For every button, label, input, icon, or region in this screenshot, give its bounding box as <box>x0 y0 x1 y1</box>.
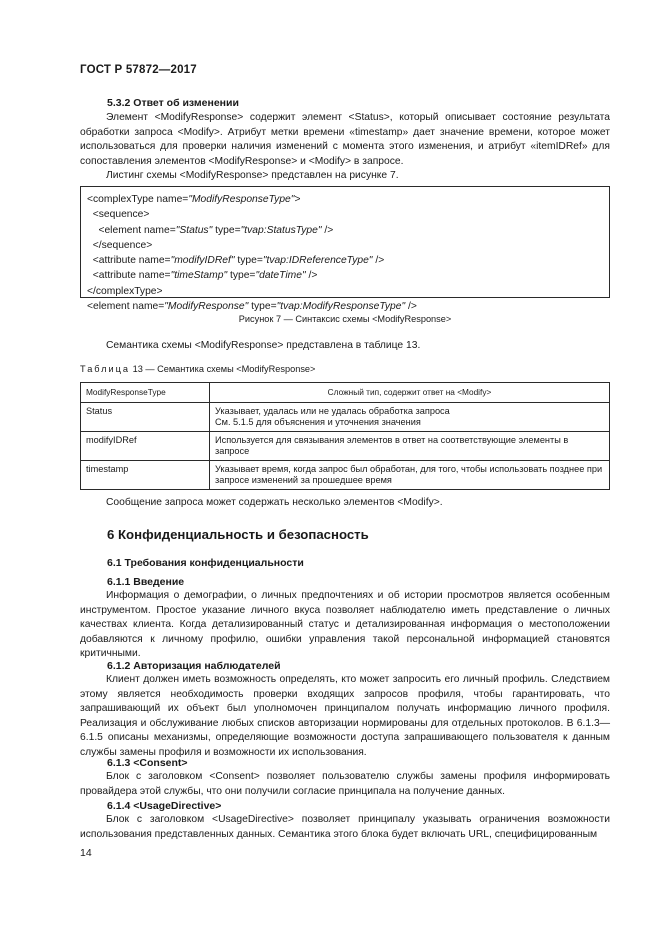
table-cell-name: timestamp <box>81 461 210 490</box>
description-line: Указывает, удалась или не удалась обработка запроса <box>215 406 450 416</box>
table-header-cell: ModifyResponseType <box>81 383 210 403</box>
section-6-1-2-paragraph: Клиент должен иметь возможность определять, кто может запросить его личный профиль. Следствием этому является необходимость проверки входящих запросов профиля, чтобы гарантировать, что запрашивающий их объект был уполномочен принципалом получать информацию личного профиля. Реализация и обслуживание любых списков авторизации нормированы для отдельных протоколов. В 6.1.3—6.1.5 описаны механизмы, определяющие возможности доступа запрашивающего пользователя к данным службы замены профиля и возможности их использования. <box>80 674 610 758</box>
section-6-1-1-body <box>80 589 610 662</box>
page-number: 14 <box>80 847 92 859</box>
code-line-5: <attribute name="modifyIDRef" type="tvap:IDReferenceType" /> <box>87 255 385 267</box>
after-table-paragraph: Сообщение запроса может содержать несколько элементов <Modify>. <box>106 497 443 508</box>
table-cell-name: modifyIDRef <box>81 432 210 461</box>
table-cell-description: Указывает время, когда запрос был обработан, для того, чтобы использовать позднее при запросе изменений за прошедшее время <box>210 461 610 490</box>
table-row <box>81 461 610 490</box>
section-6-1-1-title: 6.1.1 Введение <box>107 576 185 588</box>
table-cell-description: Используется для связывания элементов в ответ на соответствующие элементы в запросе <box>210 432 610 461</box>
section-5-3-2-paragraph: Элемент <ModifyResponse> содержит элемент <Status>, который описывает состояние результата обработки запроса <Modify>. Атрибут метки времени «timestamp» дает значение времени, которое может использоваться для проверки наличия изменений с момента этого изменения, и атрибут «itemIDRef» для сопоставления элементов <ModifyResponse> и <Modify> в запросе. <box>80 112 610 167</box>
semantics-reference-paragraph: Семантика схемы <ModifyResponse> представлена в таблице 13. <box>106 340 421 351</box>
code-line-3: <element name="Status" type="tvap:StatusType" /> <box>87 224 334 236</box>
section-6-1-4-body <box>80 813 610 842</box>
section-6-1-1-paragraph: Информация о демографии, о личных предпочтениях и об истории просмотров является особенным инструментом. Простое указание личного вкуса позволяет наблюдателю иметь представление о личных качествах клиента. Когда детализированный статус и детализированная информация о местоположении добавляются к личному профилю, ошибки управления такой персональной информацией становятся критичными. <box>80 590 610 660</box>
section-6-1-3-title: 6.1.3 <Consent> <box>107 757 188 769</box>
semantics-table <box>80 382 610 490</box>
code-line-6: <attribute name="timeStamp" type="dateTime" /> <box>87 270 318 282</box>
description-line: См. 5.1.5 для объяснения и уточнения значения <box>215 417 421 427</box>
section-6-title: 6 Конфиденциальность и безопасность <box>107 527 369 542</box>
table-13-caption <box>80 364 315 374</box>
section-6-1-2-title: 6.1.2 Авторизация наблюдателей <box>107 660 281 672</box>
code-line-4: </sequence> <box>87 239 153 251</box>
table-row <box>81 403 610 432</box>
schema-listing-box <box>80 186 610 313</box>
section-6-1-3-paragraph: Блок с заголовком <Consent> позволяет пользователю службы замены профиля информировать провайдера этой службы, что они получили согласие принципала на получение данных. <box>80 771 610 797</box>
code-line-8: <element name="ModifyResponse" type="tvap:ModifyResponseType" /> <box>87 301 417 313</box>
table-caption-text: 13 — Семантика схемы <ModifyResponse> <box>130 364 316 374</box>
document-header: ГОСТ Р 57872—2017 <box>80 64 197 76</box>
after-table-wrapper <box>80 496 610 511</box>
listing-reference-paragraph: Листинг схемы <ModifyResponse> представлен на рисунке 7. <box>106 170 399 182</box>
section-6-1-4-paragraph: Блок с заголовком <UsageDirective> позволяет принципалу указывать ограничения возможности использования представленных данных. Семантика этого блока будет включать URL, специфицированным <box>80 814 610 840</box>
table-header-cell: Сложный тип, содержит ответ на <Modify> <box>210 383 610 403</box>
code-line-7: </complexType> <box>87 285 163 297</box>
table-cell-description <box>210 403 610 432</box>
code-line-2: <sequence> <box>87 209 150 221</box>
table-row <box>81 432 610 461</box>
table-cell-name: Status <box>81 403 210 432</box>
section-6-1-2-body <box>80 673 610 761</box>
code-line-1: <complexType name="ModifyResponseType"> <box>87 194 301 205</box>
semantics-reference-wrapper <box>80 339 610 354</box>
table-header-row <box>81 383 610 403</box>
figure-7-caption: Рисунок 7 — Синтаксис схемы <ModifyResponse> <box>238 314 452 324</box>
section-6-1-title: 6.1 Требования конфиденциальности <box>107 557 304 569</box>
section-6-1-4-title: 6.1.4 <UsageDirective> <box>107 800 222 812</box>
table-label: Таблица <box>80 364 131 374</box>
section-6-1-3-body <box>80 770 610 799</box>
section-5-3-2-body <box>80 111 610 184</box>
section-5-3-2-title: 5.3.2 Ответ об изменении <box>107 97 239 109</box>
